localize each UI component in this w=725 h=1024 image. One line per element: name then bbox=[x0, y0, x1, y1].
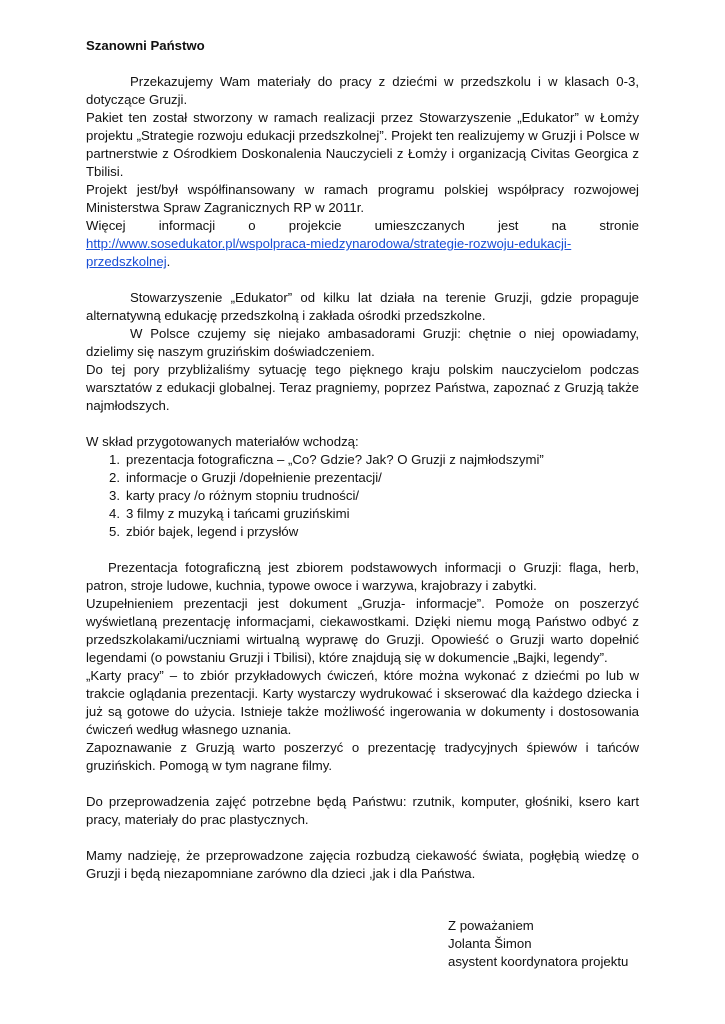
hope-paragraph: Mamy nadzieję, że przeprowadzone zajęcia rozbudzą ciekawość świata, pogłębią wiedzę o Gruzji i będą niezapomniane zarówno dla dzieci ,jak i dla Państwa. bbox=[86, 848, 639, 881]
list-item-text: karty pracy /o różnym stopniu trudności/ bbox=[126, 488, 360, 503]
list-item-number: 1. bbox=[109, 452, 120, 467]
intro-paragraph-2: Pakiet ten został stworzony w ramach realizacji przez Stowarzyszenie „Edukator” w Łomży projektu „Strategie rozwoju edukacji przedszkolnej”. Projekt ten realizujemy w Gruzji i Polsce w partnerstwie z Ośrodkiem Doskonalenia Nauczycieli z Łomży i organizacją Civitas Georgica z Tbilisi. bbox=[86, 110, 639, 179]
list-item bbox=[109, 469, 639, 487]
project-website-link[interactable]: http://www.sosedukator.pl/wspolpraca-miedzynarodowa/strategie-rozwoju-edukacji-przedszkolnej bbox=[86, 236, 572, 269]
letter-signature bbox=[448, 917, 639, 971]
list-item-number: 3. bbox=[109, 488, 120, 503]
about-paragraph-1: Stowarzyszenie „Edukator” od kilku lat działa na terenie Gruzji, gdzie propaguje alternatywną edukację przedszkolną i zakłada ośrodki przedszkolne. bbox=[86, 290, 639, 323]
list-item-number: 4. bbox=[109, 506, 120, 521]
description-paragraph-3: „Karty pracy” – to zbiór przykładowych ćwiczeń, które można wykonać z dziećmi po lub w trakcie oglądania prezentacji. Karty wystarczy wydrukować i skserować dla każdego dziecka i już są gotowe do użycia. Istnieje także możliwość ingerowania w dokumenty i dostosowania ćwiczeń według własnego uznania. bbox=[86, 668, 639, 737]
intro-paragraph-1: Przekazujemy Wam materiały do pracy z dziećmi w przedszkolu i w klasach 0-3, dotyczące Gruzji. bbox=[86, 74, 639, 107]
list-item-text: zbiór bajek, legend i przysłów bbox=[126, 524, 299, 539]
about-paragraph-3: Do tej pory przybliżaliśmy sytuację tego pięknego kraju polskim nauczycielom podczas warsztatów z edukacji globalnej. Teraz pragniemy, poprzez Państwa, zapoznać z Gruzją także najmłodszych. bbox=[86, 362, 639, 413]
equipment-paragraph: Do przeprowadzenia zajęć potrzebne będą Państwu: rzutnik, komputer, głośniki, ksero kart pracy, materiały do prac plastycznych. bbox=[86, 794, 639, 827]
intro-paragraph-4-end: . bbox=[166, 254, 171, 269]
signatory-role: asystent koordynatora projektu bbox=[448, 954, 629, 969]
signatory-name: Jolanta Šimon bbox=[448, 936, 532, 951]
materials-heading: W skład przygotowanych materiałów wchodzą: bbox=[86, 434, 359, 449]
closing-regards: Z poważaniem bbox=[448, 918, 534, 933]
materials-list bbox=[86, 451, 639, 541]
list-item-text: prezentacja fotograficzna – „Co? Gdzie? Jak? O Gruzji z najmłodszymi” bbox=[126, 452, 544, 467]
letter-page bbox=[86, 37, 639, 971]
intro-paragraph-3: Projekt jest/był współfinansowany w ramach programu polskiej współpracy rozwojowej Ministerstwa Spraw Zagranicznych RP w 2011r. bbox=[86, 182, 639, 215]
letter-greeting: Szanowni Państwo bbox=[86, 38, 205, 53]
intro-paragraph-4-text: Więcej informacji o projekcie umieszczanych jest na stronie bbox=[86, 218, 639, 233]
list-item-text: informacje o Gruzji /dopełnienie prezentacji/ bbox=[126, 470, 382, 485]
list-item-text: 3 filmy z muzyką i tańcami gruzińskimi bbox=[126, 506, 350, 521]
list-item bbox=[109, 487, 639, 505]
list-item bbox=[109, 451, 639, 469]
about-paragraph-2: W Polsce czujemy się niejako ambasadorami Gruzji: chętnie o niej opowiadamy, dzielimy się naszym gruzińskim doświadczeniem. bbox=[86, 326, 639, 359]
description-paragraph-2: Uzupełnieniem prezentacji jest dokument „Gruzja- informacje”. Pomoże on poszerzyć wyświetlaną prezentację informacjami, ciekawostkami. Dzięki niemu mogą Państwo odbyć z przedszkolakami/uczniami wirtualną wyprawę do Gruzji. Opowieść o Gruzji warto dopełnić legendami (o powstaniu Gruzji i Tbilisi), które znajdują się w dokumencie „Bajki, legendy”. bbox=[86, 596, 639, 665]
list-item-number: 2. bbox=[109, 470, 120, 485]
list-item bbox=[109, 505, 639, 523]
intro-paragraph-4 bbox=[86, 217, 639, 271]
list-item-number: 5. bbox=[109, 524, 120, 539]
description-paragraph-1: Prezentacja fotograficzną jest zbiorem podstawowych informacji o Gruzji: flaga, herb, patron, stroje ludowe, kuchnia, typowe owoce i warzywa, krajobrazy i zabytki. bbox=[86, 560, 639, 593]
description-paragraph-4: Zapoznawanie z Gruzją warto poszerzyć o prezentację tradycyjnych śpiewów i tańców gruzińskich. Pomogą w tym nagrane filmy. bbox=[86, 740, 639, 773]
list-item bbox=[109, 523, 639, 541]
